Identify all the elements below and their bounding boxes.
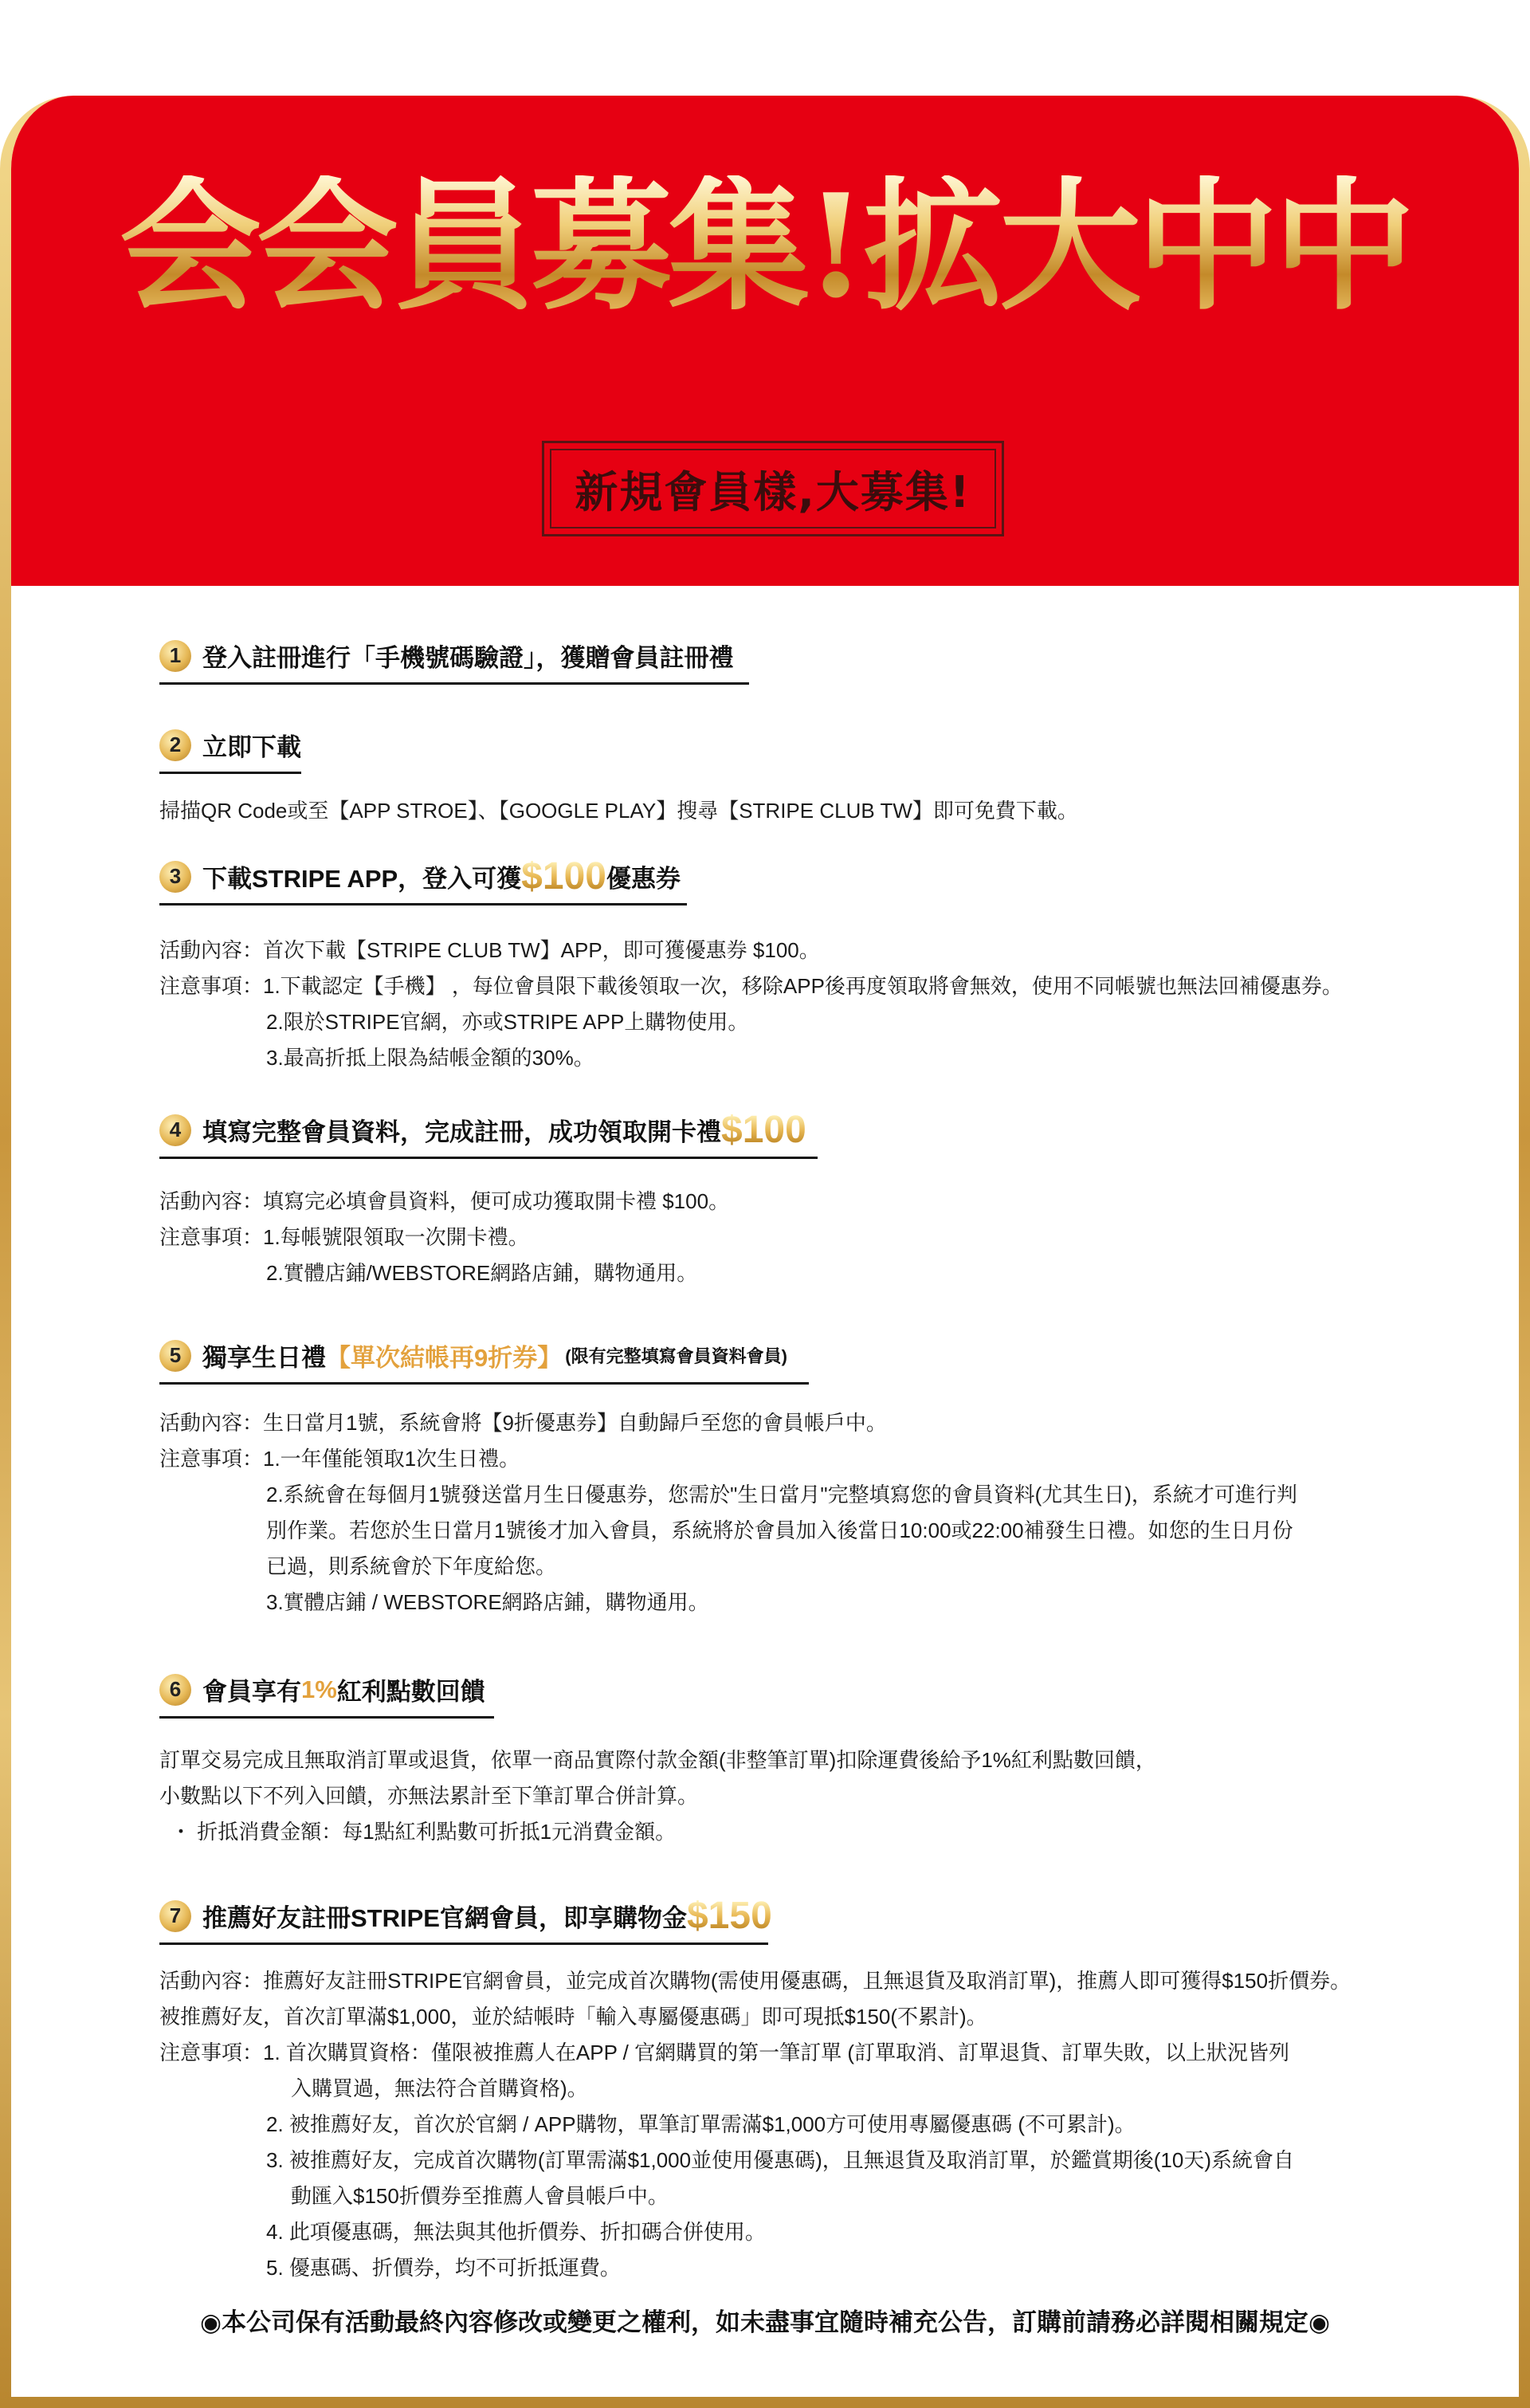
section-7-underline bbox=[159, 1943, 768, 1945]
section-4-line: 活動內容：填寫完必填會員資料，便可成功獲取開卡禮 $100。 bbox=[159, 1189, 730, 1213]
section-6-title-suffix: 紅利點數回饋 bbox=[336, 1678, 485, 1706]
section-3-number-badge: 3 bbox=[159, 861, 191, 893]
section-7-line: 5. 優惠碼、折價券，均不可折抵運費。 bbox=[266, 2256, 621, 2280]
section-3-heading bbox=[159, 854, 681, 905]
section-3-line: 2.限於STRIPE官網，亦或STRIPE APP上購物使用。 bbox=[266, 1010, 749, 1034]
section-7-amount: 150 bbox=[708, 1894, 772, 1937]
section-7-line: 3. 被推薦好友，完成首次購物(訂單需滿$1,000並使用優惠碼)，且無退貨及取消訂單，於鑑賞期後(10天)系統會自 bbox=[266, 2148, 1294, 2172]
section-5-line: 注意事項：1.一年僅能領取1次生日禮。 bbox=[159, 1447, 520, 1471]
section-5-number-badge: 5 bbox=[159, 1340, 191, 1372]
section-2-body bbox=[159, 793, 1078, 829]
section-2-title: 立即下載 bbox=[202, 733, 301, 761]
section-7-line: 活動內容：推薦好友註冊STRIPE官網會員，並完成首次購物(需使用優惠碼，且無退貨及取消訂單)，推薦人即可獲得$150折價券。 bbox=[159, 1969, 1352, 1993]
hero-banner bbox=[11, 96, 1519, 586]
section-7-line: 注意事項：1. 首次購買資格：僅限被推薦人在APP / 官網購買的第一筆訂單 (訂單取消、訂單退貨、訂單失敗，以上狀況皆列 bbox=[159, 2041, 1290, 2064]
section-6-line: ・ 折抵消費金額：每1點紅利點數可折抵1元消費金額。 bbox=[171, 1820, 677, 1844]
section-2-underline bbox=[159, 772, 301, 774]
section-5-line: 已過，則系統會於下年度給您。 bbox=[266, 1554, 557, 1578]
hero-subtitle: 新規會員樣,大募集! bbox=[550, 449, 996, 528]
section-6-line: 訂單交易完成且無取消訂單或退貨，依單一商品實際付款金額(非整筆訂單)扣除運費後給予1%紅利點數回饋， bbox=[159, 1748, 1156, 1772]
section-3-dollar-sign: $ bbox=[521, 854, 543, 898]
hero-title: 会会員募集!拡大中中 bbox=[11, 175, 1519, 317]
section-6-line: 小數點以下不列入回饋，亦無法累計至下筆訂單合併計算。 bbox=[159, 1784, 699, 1808]
section-7-line: 動匯入$150折價券至推薦人會員帳戶中。 bbox=[291, 2184, 669, 2208]
section-5-line: 2.系統會在每個月1號發送當月生日優惠券，您需於"生日當月"完整填寫您的會員資料(尤其生日)，系統才可進行判 bbox=[266, 1483, 1297, 1506]
hero-subtitle-frame bbox=[542, 441, 1004, 536]
section-4-number-badge: 4 bbox=[159, 1114, 191, 1146]
section-3-line: 活動內容：首次下載【STRIPE CLUB TW】APP，即可獲優惠券 $100。 bbox=[159, 938, 820, 962]
section-4-amount: 100 bbox=[742, 1108, 806, 1151]
section-7-line: 2. 被推薦好友，首次於官網 / APP購物，單筆訂單需滿$1,000方可使用專屬優惠碼 (不可累計)。 bbox=[266, 2112, 1136, 2136]
section-3-title-suffix: 優惠券 bbox=[606, 865, 681, 893]
section-7-line: 被推薦好友，首次訂單滿$1,000，並於結帳時「輸入專屬優惠碼」即可現抵$150(不累計)。 bbox=[159, 2005, 987, 2029]
section-7-number-badge: 7 bbox=[159, 1900, 191, 1932]
section-5-line: 活動內容：生日當月1號，系統會將【9折優惠券】自動歸戶至您的會員帳戶中。 bbox=[159, 1411, 887, 1435]
section-1-underline bbox=[159, 682, 749, 685]
section-2-line: 掃描QR Code或至【APP STROE】、【GOOGLE PLAY】搜尋【STRIPE CLUB TW】即可免費下載。 bbox=[159, 799, 1078, 823]
section-4-heading bbox=[159, 1108, 806, 1159]
footer-disclaimer: ◉本公司保有活動最終內容修改或變更之權利，如未盡事宜隨時補充公告，訂購前請務必詳閱相關規定◉ bbox=[199, 2308, 1331, 2336]
section-5-line: 3.實體店鋪 / WEBSTORE網路店鋪，購物通用。 bbox=[266, 1590, 709, 1614]
section-5-underline bbox=[159, 1382, 809, 1385]
section-5-note: (限有完整填寫會員資料會員) bbox=[565, 1346, 787, 1366]
section-7-title-text: 推薦好友註冊STRIPE官網會員，即享購物金 bbox=[202, 1904, 687, 1932]
section-2-heading bbox=[159, 727, 301, 774]
section-7-body bbox=[159, 1963, 1351, 2286]
section-4-line: 2.實體店鋪/WEBSTORE網路店鋪，購物通用。 bbox=[266, 1261, 698, 1285]
section-1-number-badge: 1 bbox=[159, 640, 191, 672]
section-2-number-badge: 2 bbox=[159, 729, 191, 761]
section-6-number-badge: 6 bbox=[159, 1674, 191, 1706]
section-3-underline bbox=[159, 903, 687, 905]
section-5-title-text: 獨享生日禮 bbox=[202, 1344, 326, 1372]
section-4-dollar-sign: $ bbox=[721, 1108, 743, 1151]
section-4-title-text: 填寫完整會員資料，完成註冊，成功領取開卡禮 bbox=[202, 1118, 721, 1146]
section-6-title-text: 會員享有 bbox=[202, 1678, 301, 1706]
section-4-line: 注意事項：1.每帳號限領取一次開卡禮。 bbox=[159, 1225, 529, 1249]
section-3-amount: 100 bbox=[542, 854, 606, 898]
section-7-line: 4. 此項優惠碼，無法與其他折價券、折扣碼合併使用。 bbox=[266, 2220, 766, 2244]
section-4-body bbox=[159, 1184, 729, 1291]
section-6-highlight: 1% bbox=[301, 1675, 337, 1703]
section-5-body bbox=[159, 1405, 1297, 1620]
section-5-highlight: 【單次結帳再9折券】 bbox=[326, 1344, 563, 1372]
section-3-line: 注意事項：1.下載認定【手機】 ，每位會員限下載後領取一次，移除APP後再度領取將會無效，使用不同帳號也無法回補優惠券。 bbox=[159, 974, 1343, 998]
section-7-dollar-sign: $ bbox=[686, 1894, 708, 1937]
section-6-underline bbox=[159, 1716, 494, 1719]
section-3-body bbox=[159, 933, 1343, 1076]
section-7-heading bbox=[159, 1894, 772, 1945]
section-6-heading bbox=[159, 1671, 485, 1719]
section-1-heading bbox=[159, 638, 734, 685]
section-5-heading bbox=[159, 1338, 787, 1385]
section-1-title: 登入註冊進行「手機號碼驗證」，獲贈會員註冊禮 bbox=[202, 644, 734, 672]
section-4-underline bbox=[159, 1157, 818, 1159]
section-3-line: 3.最高折抵上限為結帳金額的30%。 bbox=[266, 1046, 594, 1070]
section-3-title-text: 下載STRIPE APP，登入可獲 bbox=[202, 865, 522, 893]
section-5-line: 別作業。若您於生日當月1號後才加入會員，系統將於會員加入後當日10:00或22:00補發生日禮。如您的生日月份 bbox=[266, 1518, 1293, 1542]
section-7-line: 入購買過，無法符合首購資格)。 bbox=[291, 2076, 588, 2100]
section-6-body bbox=[159, 1742, 1156, 1850]
